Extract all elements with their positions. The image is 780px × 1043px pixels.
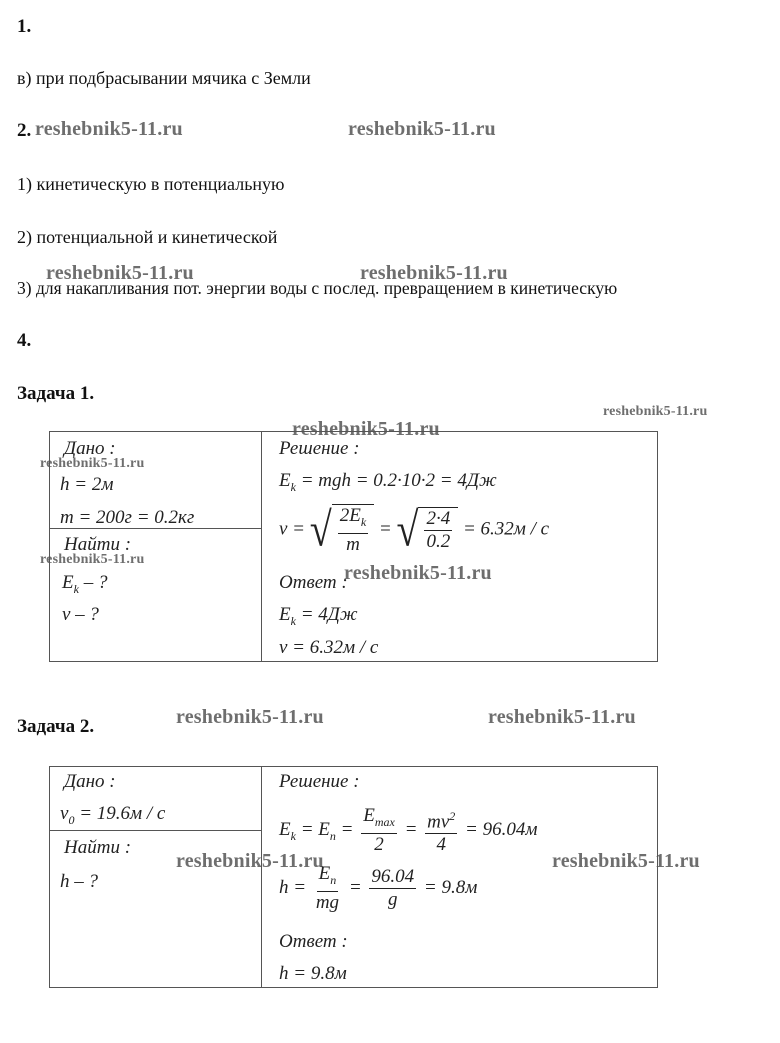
- height-formula: h = $\frac{E_n}{mg}$ = $\frac{96.04}{g}$ = 9.8м: [279, 863, 478, 913]
- answer-h: h = 9.8м: [279, 963, 347, 984]
- energy-equation: $E_k = E_n$ = $\frac{E_{max}}{2}$ = $\frac{mv^2}{4}$ = 96.04м: [279, 805, 538, 856]
- answer-v: v = 6.32м / с: [279, 637, 379, 658]
- watermark: reshebnik5-11.ru: [40, 552, 145, 567]
- task-2-title: Задача 2.: [17, 716, 95, 737]
- given-label: Дано :: [64, 438, 116, 459]
- watermark: reshebnik5-11.ru: [488, 706, 636, 728]
- watermark: reshebnik5-11.ru: [35, 118, 183, 140]
- watermark: reshebnik5-11.ru: [292, 418, 440, 440]
- watermark: reshebnik5-11.ru: [176, 850, 324, 872]
- watermark: reshebnik5-11.ru: [603, 404, 708, 419]
- solution-label: Решение :: [279, 771, 360, 792]
- answer-2-1: 1) кинетическую в потенциальную: [17, 174, 285, 194]
- answer-ek: $E_k = 4Дж$: [279, 604, 358, 628]
- answer-2-3: 3) для накапливания пот. энергии воды с послед. превращением в кинетическую: [17, 278, 618, 298]
- watermark: reshebnik5-11.ru: [348, 118, 496, 140]
- answer-2-2: 2) потенциальной и кинетической: [17, 227, 278, 247]
- answer-1: в) при подбрасывании мячика с Земли: [17, 68, 311, 88]
- column-divider: [261, 432, 262, 661]
- task-2-table: [49, 766, 658, 988]
- watermark: reshebnik5-11.ru: [176, 706, 324, 728]
- watermark: reshebnik5-11.ru: [344, 562, 492, 584]
- given-height: h = 2м: [60, 474, 114, 495]
- column-divider: [261, 767, 262, 987]
- find-v: v – ?: [62, 604, 99, 625]
- task-1-title: Задача 1.: [17, 383, 95, 404]
- solution-label: Решение :: [279, 438, 360, 459]
- velocity-formula: v = √ $\frac{2E_k}{m}$ = √ $\frac{2\cdot 4}{0.2}$ = 6.32м / с: [279, 502, 550, 557]
- answer-label: Ответ :: [279, 931, 348, 952]
- kinetic-energy-formula: $E_k$ = mgh = 0.2·10·2 = 4Дж: [279, 470, 497, 494]
- answer-label: Ответ :: [279, 572, 348, 593]
- item-number-1: 1.: [17, 16, 32, 37]
- given-v0: $v_0 = 19.6м / с$: [60, 803, 166, 827]
- given-label: Дано :: [64, 771, 116, 792]
- find-label: Найти :: [64, 837, 132, 858]
- find-ek: $E_k$ – ?: [62, 572, 108, 596]
- find-h: h – ?: [60, 871, 98, 892]
- watermark: reshebnik5-11.ru: [552, 850, 700, 872]
- item-number-2: 2.: [17, 120, 32, 141]
- watermark: reshebnik5-11.ru: [40, 456, 145, 471]
- watermark: reshebnik5-11.ru: [46, 262, 194, 284]
- row-divider: [50, 830, 261, 831]
- find-label: Найти :: [64, 534, 132, 555]
- task-1-table: [49, 431, 658, 662]
- item-number-4: 4.: [17, 330, 32, 351]
- given-mass: m = 200г = 0.2кг: [60, 507, 195, 528]
- watermark: reshebnik5-11.ru: [360, 262, 508, 284]
